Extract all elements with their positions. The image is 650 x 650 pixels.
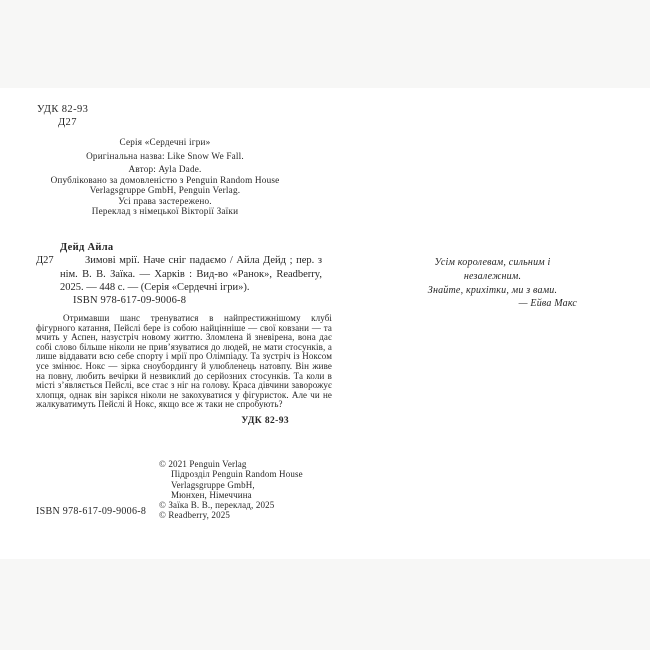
catalog-isbn: ISBN 978-617-09-9006-8 <box>73 295 187 307</box>
isbn-label: ISBN 978-617-09-9006-8 <box>36 506 147 517</box>
catalog-description: Зимові мрії. Наче сніг падаємо / Айла Дейд ; пер. з нім. В. В. Заїка. — Харків : Вид-во «Ранок», Readberry, 2025. — 448 с. — (Серія «Сердечні ігри»). <box>60 255 322 293</box>
book-annotation: Отримавши шанс тренуватися в найпрестижнішому клубі фігурного катання, Пейслі бере із собою найцінніше — свої ковзани — та мчить у Аспен, назустріч новому життю. Зломлена й зневірена, вона дає собі слово більше ніколи не прив’язуватися до людей, не мати стосунків, а лише віддавати всю себе спорту і мрії про Олімпіаду. Та зустріч із Ноксом усе змінює. Нокс — зірка сноубордингу й улюбленець натовпу. Він живе на повну, любить вечірки й незвиклий до серйозних стосунків. Та коли в місті з’являється Пейслі, все стає з ніг на голову. Краса дівчини заворожує хлопця, однак він зарікся ніколи не закохуватися у фігуристок. Але чи не жалкуватимуть Пейслі й Нокс, якщо все ж таки не спробують? <box>36 313 332 410</box>
imprint-page <box>0 88 650 559</box>
publishing-agreement-line: Опубліковано за домовленістю з Penguin Random House <box>50 175 280 185</box>
copyright-line: Підрозділ Penguin Random House <box>171 469 303 480</box>
udk-bottom-label: УДК 82-93 <box>241 416 289 426</box>
epigraph-attribution: — Ейва Макс <box>518 298 577 310</box>
copyright-line: © 2021 Penguin Verlag <box>159 459 247 469</box>
series-title-line: Серія «Сердечні ігри» <box>119 137 211 147</box>
copyright-line: © Заїка В. В., переклад, 2025 <box>159 500 275 511</box>
udk-top-label: УДК 82-93 <box>37 104 89 115</box>
catalog-author-code: Д27 <box>36 255 54 267</box>
catalog-card <box>36 241 333 307</box>
original-title-line: Оригінальна назва: Like Snow We Fall. <box>86 150 244 161</box>
udk-classification-block <box>37 103 88 129</box>
translator-line: Переклад з німецької Вікторії Заїки <box>91 206 239 217</box>
catalog-entry <box>36 254 333 294</box>
copyright-line: Мюнхен, Німеччина <box>171 489 252 500</box>
publishing-agreement-block <box>36 175 294 217</box>
rights-reserved-line: Усі права застережено. <box>118 195 212 206</box>
publisher-name-line: Verlagsgruppe GmbH, Penguin Verlag. <box>89 185 241 196</box>
copyright-block <box>159 459 303 521</box>
catalog-author-heading: Дейд Айла <box>60 242 114 253</box>
copyright-line: Verlagsgruppe GmbH, <box>171 479 255 490</box>
epigraph-block <box>406 256 579 311</box>
copyright-line: © Readberry, 2025 <box>159 510 231 521</box>
series-info-block <box>36 136 294 177</box>
udk-author-code: Д27 <box>58 117 77 128</box>
author-line: Автор: Ayla Dade. <box>128 164 202 175</box>
epigraph-line: Знайте, крихітки, ми з вами. <box>427 284 558 296</box>
epigraph-line: Усім королевам, сильним і незалежним. <box>434 257 551 282</box>
